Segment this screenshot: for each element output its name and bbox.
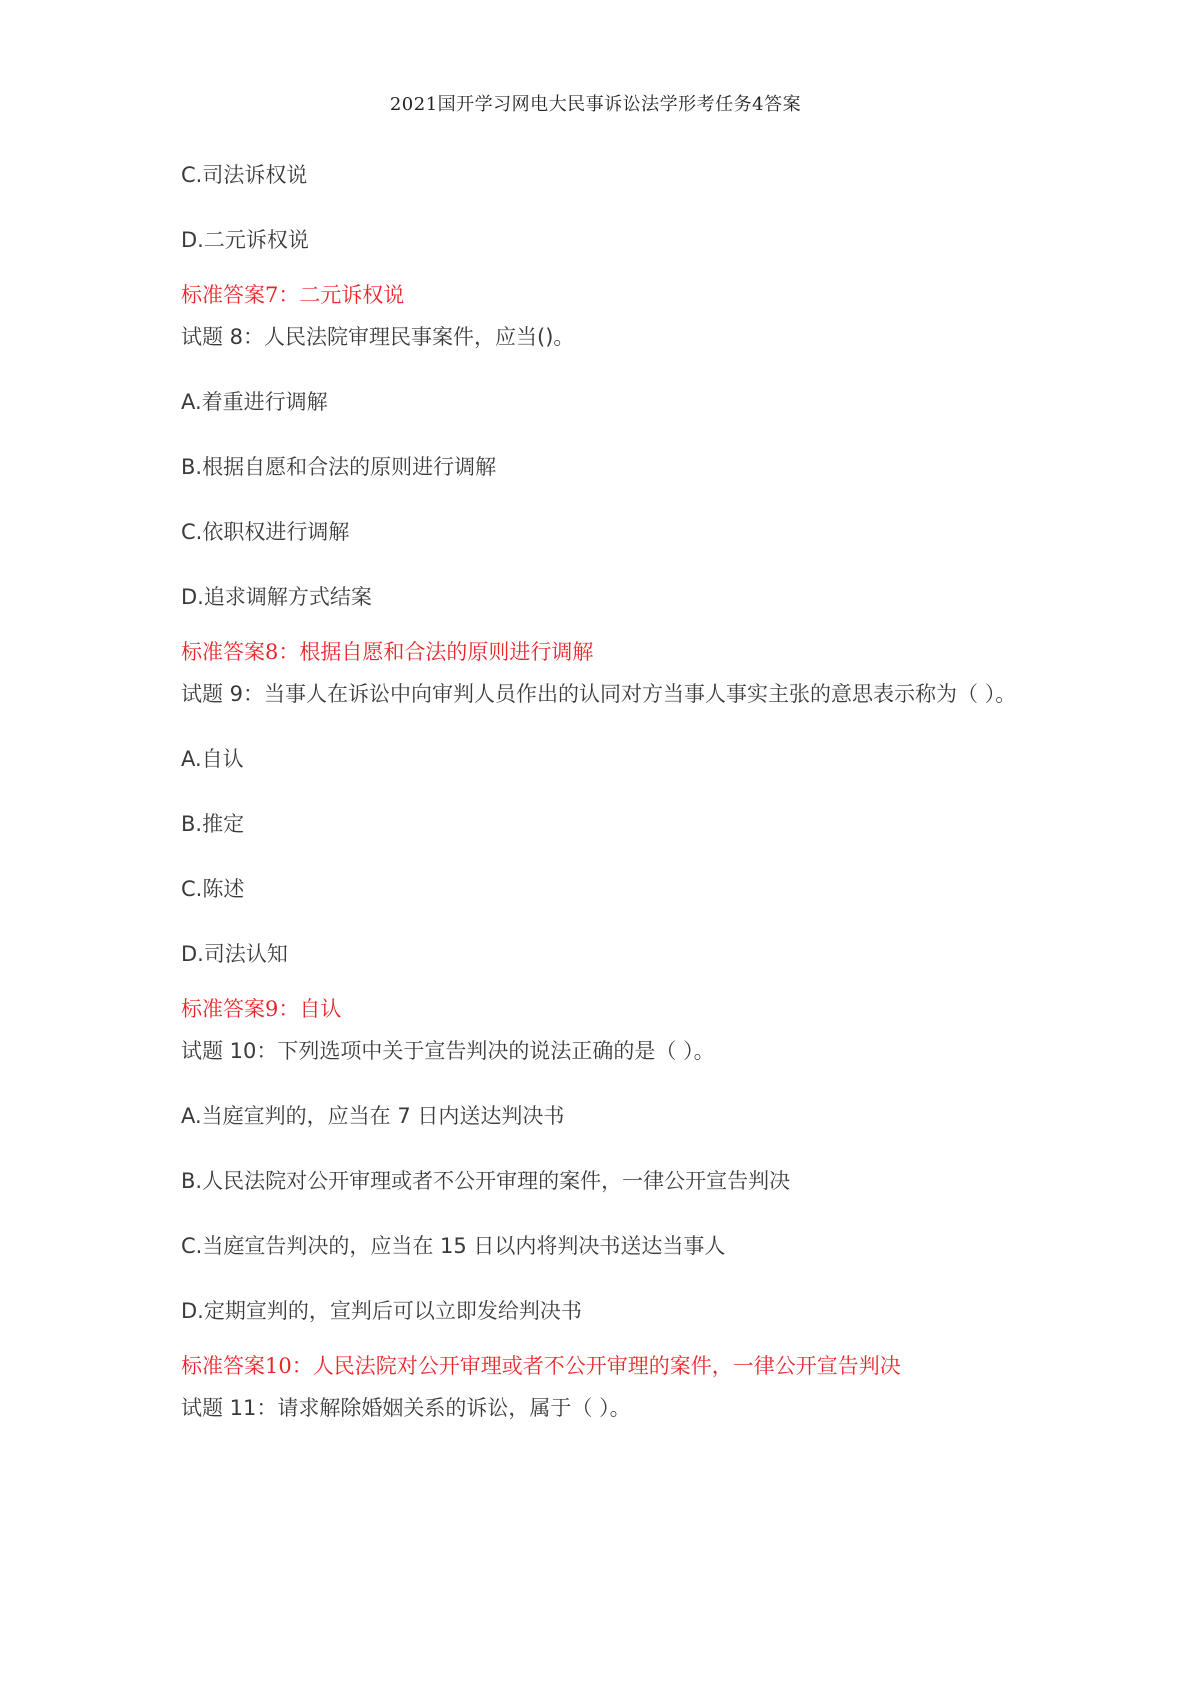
- q8-question: 试题 8：人民法院审理民事案件，应当()。: [181, 325, 575, 349]
- q9-option-b: B.推定: [181, 812, 245, 836]
- q7-option-c: C.司法诉权说: [181, 163, 308, 187]
- q9-option-d: D.司法认知: [181, 942, 288, 966]
- q9-question: 试题 9：当事人在诉讼中向审判人员作出的认同对方当事人事实主张的意思表示称为（ ）。: [181, 682, 1017, 706]
- q8-option-a: A.着重进行调解: [181, 390, 328, 414]
- q11-question: 试题 11：请求解除婚姻关系的诉讼，属于（ ）。: [181, 1396, 631, 1420]
- q10-question: 试题 10：下列选项中关于宣告判决的说法正确的是（ ）。: [181, 1039, 715, 1063]
- q10-option-a: A.当庭宣判的，应当在 7 日内送达判决书: [181, 1104, 565, 1128]
- q8-answer: 标准答案8：根据自愿和合法的原则进行调解: [181, 640, 594, 664]
- q8-option-b: B.根据自愿和合法的原则进行调解: [181, 455, 497, 479]
- q10-answer: 标准答案10：人民法院对公开审理或者不公开审理的案件，一律公开宣告判决: [181, 1354, 901, 1378]
- q10-option-c: C.当庭宣告判决的，应当在 15 日以内将判决书送达当事人: [181, 1234, 726, 1258]
- q10-option-b: B.人民法院对公开审理或者不公开审理的案件，一律公开宣告判决: [181, 1169, 791, 1193]
- q9-option-c: C.陈述: [181, 877, 245, 901]
- q9-option-a: A.自认: [181, 747, 244, 771]
- q9-answer: 标准答案9：自认: [181, 997, 342, 1021]
- q8-option-d: D.追求调解方式结案: [181, 585, 372, 609]
- q7-answer: 标准答案7：二元诉权说: [181, 283, 405, 307]
- q8-option-c: C.依职权进行调解: [181, 520, 350, 544]
- q10-option-d: D.定期宣判的，宣判后可以立即发给判决书: [181, 1299, 582, 1323]
- q7-option-d: D.二元诉权说: [181, 228, 309, 252]
- page-header-title: 2021国开学习网电大民事诉讼法学形考任务4答案: [389, 94, 802, 115]
